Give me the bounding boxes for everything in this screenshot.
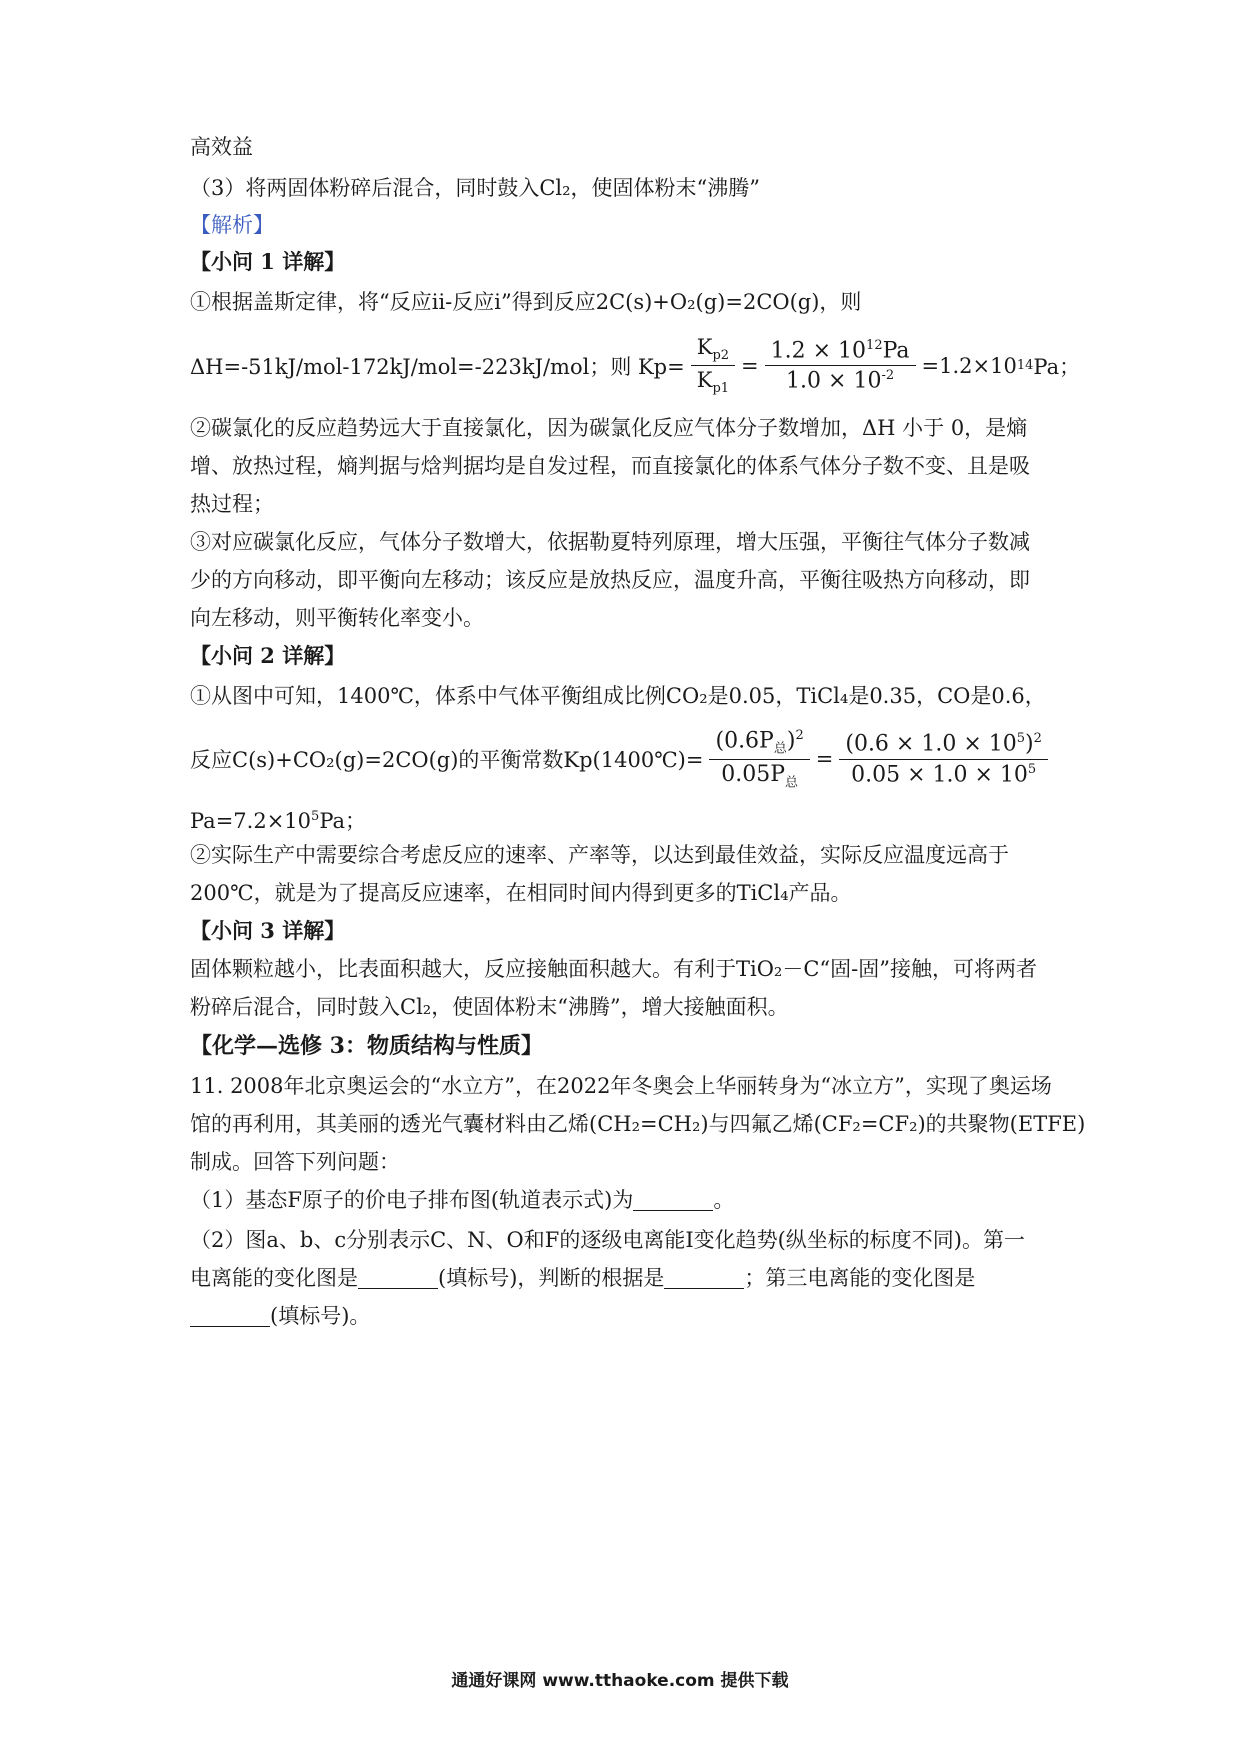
subquestion-3-heading: 【小问 3 详解】 <box>190 918 346 943</box>
text-line: ②实际生产中需要综合考虑反应的速率、产率等，以达到最佳效益，实际反应温度远高于 <box>190 843 1009 867</box>
kp-equation: ΔH=-51kJ/mol-172kJ/mol=-223kJ/mol；则 Kp= $\frac{K_{p2}}{K_{p1}}$ = $\frac{1.2 \times 10^{12}Pa}{1.0 \times 10^{-2}}$ =1.2×10 14 Pa； <box>190 335 1081 397</box>
text-line: 增、放热过程，熵判据与焓判据均是自发过程，而直接氯化的体系气体分子数不变、且是吸 <box>190 454 1030 478</box>
text-line: ①从图中可知，1400℃，体系中气体平衡组成比例CO₂是0.05，TiCl₄是0.35，CO是0.6， <box>190 684 1046 708</box>
text-line: 馆的再利用，其美丽的透光气囊材料由乙烯(CH₂=CH₂)与四氟乙烯(CF₂=CF₂)的共聚物(ETFE) <box>190 1112 1086 1136</box>
text-line: ①根据盖斯定律，将“反应ⅱ-反应ⅰ”得到反应2C(s)+O₂(g)=2CO(g)，则 <box>190 290 862 314</box>
fraction-kp-ratio: $\frac{K_{p2}}{K_{p1}}$ <box>691 335 735 396</box>
question-11-part-1: （1）基态F原子的价电子排布图(轨道表示式)为 。 <box>190 1188 735 1212</box>
fraction-kp-pressure: $\frac{(0.6P_总)^2}{0.05P_总}$ <box>709 728 809 790</box>
text-line: ③对应碳氯化反应，气体分子数增大，依据勒夏特列原理，增大压强，平衡往气体分子数减 <box>190 530 1030 554</box>
text-line: (填标号)。 <box>190 1301 1070 1331</box>
answer-blank <box>190 1306 270 1327</box>
fraction-kp-numeric: $\frac{(0.6 \times 1.0 \times 10^5)^2}{0.05 \times 1.0 \times 10^5}$ <box>839 731 1048 787</box>
question-11-part-2: （2）图a、b、c分别表示C、N、O和F的逐级电离能I变化趋势(纵坐标的标度不同)。第一 <box>190 1228 1025 1252</box>
text-line: 高效益 <box>190 135 253 159</box>
footer-watermark: 通通好课网 www.tthaoke.com 提供下载 <box>451 1671 789 1691</box>
answer-blank <box>358 1268 438 1289</box>
kp-result: $Pa=7.2\times 10^5Pa$； <box>190 809 367 833</box>
subquestion-2-heading: 【小问 2 详解】 <box>190 643 346 668</box>
subquestion-1-heading: 【小问 1 详解】 <box>190 249 346 274</box>
question-11-text: 11. 2008年北京奥运会的“水立方”，在2022年冬奥会上华丽转身为“冰立方”，实现了奥运场 <box>190 1074 1052 1098</box>
text-line: 热过程； <box>190 492 274 516</box>
text-line: ②碳氯化的反应趋势远大于直接氯化，因为碳氯化反应气体分子数增加，ΔH 小于 0，是熵 <box>190 416 1028 440</box>
analysis-heading: 【解析】 <box>190 213 274 237</box>
question-3-answer: （3）将两固体粉碎后混合，同时鼓入Cl₂，使固体粉末“沸腾” <box>190 176 761 200</box>
text-line: 向左移动，则平衡转化率变小。 <box>190 606 484 630</box>
text-line: 少的方向移动，即平衡向左移动；该反应是放热反应，温度升高，平衡往吸热方向移动，即 <box>190 568 1030 592</box>
text-line: 电离能的变化图是 (填标号)，判断的根据是 ；第三电离能的变化图是 <box>190 1266 976 1290</box>
kp-1400-equation: 反应C(s)+CO₂(g)=2CO(g)的平衡常数Kp(1400℃)= $\frac{(0.6P_总)^2}{0.05P_总}$ = $\frac{(0.6 \times 1.0 \times 10^5)^2}{0.05 \times 1.0 \times 10^5}$ <box>190 728 1070 790</box>
section-heading: 【化学—选修 3：物质结构与性质】 <box>190 1033 543 1059</box>
text-line: 200℃，就是为了提高反应速率，在相同时间内得到更多的TiCl₄产品。 <box>190 881 852 905</box>
text-line: 粉碎后混合，同时鼓入Cl₂，使固体粉末“沸腾”，增大接触面积。 <box>190 995 789 1019</box>
fraction-kp-values: $\frac{1.2 \times 10^{12}Pa}{1.0 \times 10^{-2}}$ <box>765 338 916 394</box>
answer-blank <box>664 1268 744 1289</box>
answer-blank <box>633 1190 713 1211</box>
text-line: 制成。回答下列问题： <box>190 1150 400 1174</box>
text-line: 固体颗粒越小，比表面积越大，反应接触面积越大。有利于TiO₂－C“固-固”接触，可将两者 <box>190 957 1037 981</box>
